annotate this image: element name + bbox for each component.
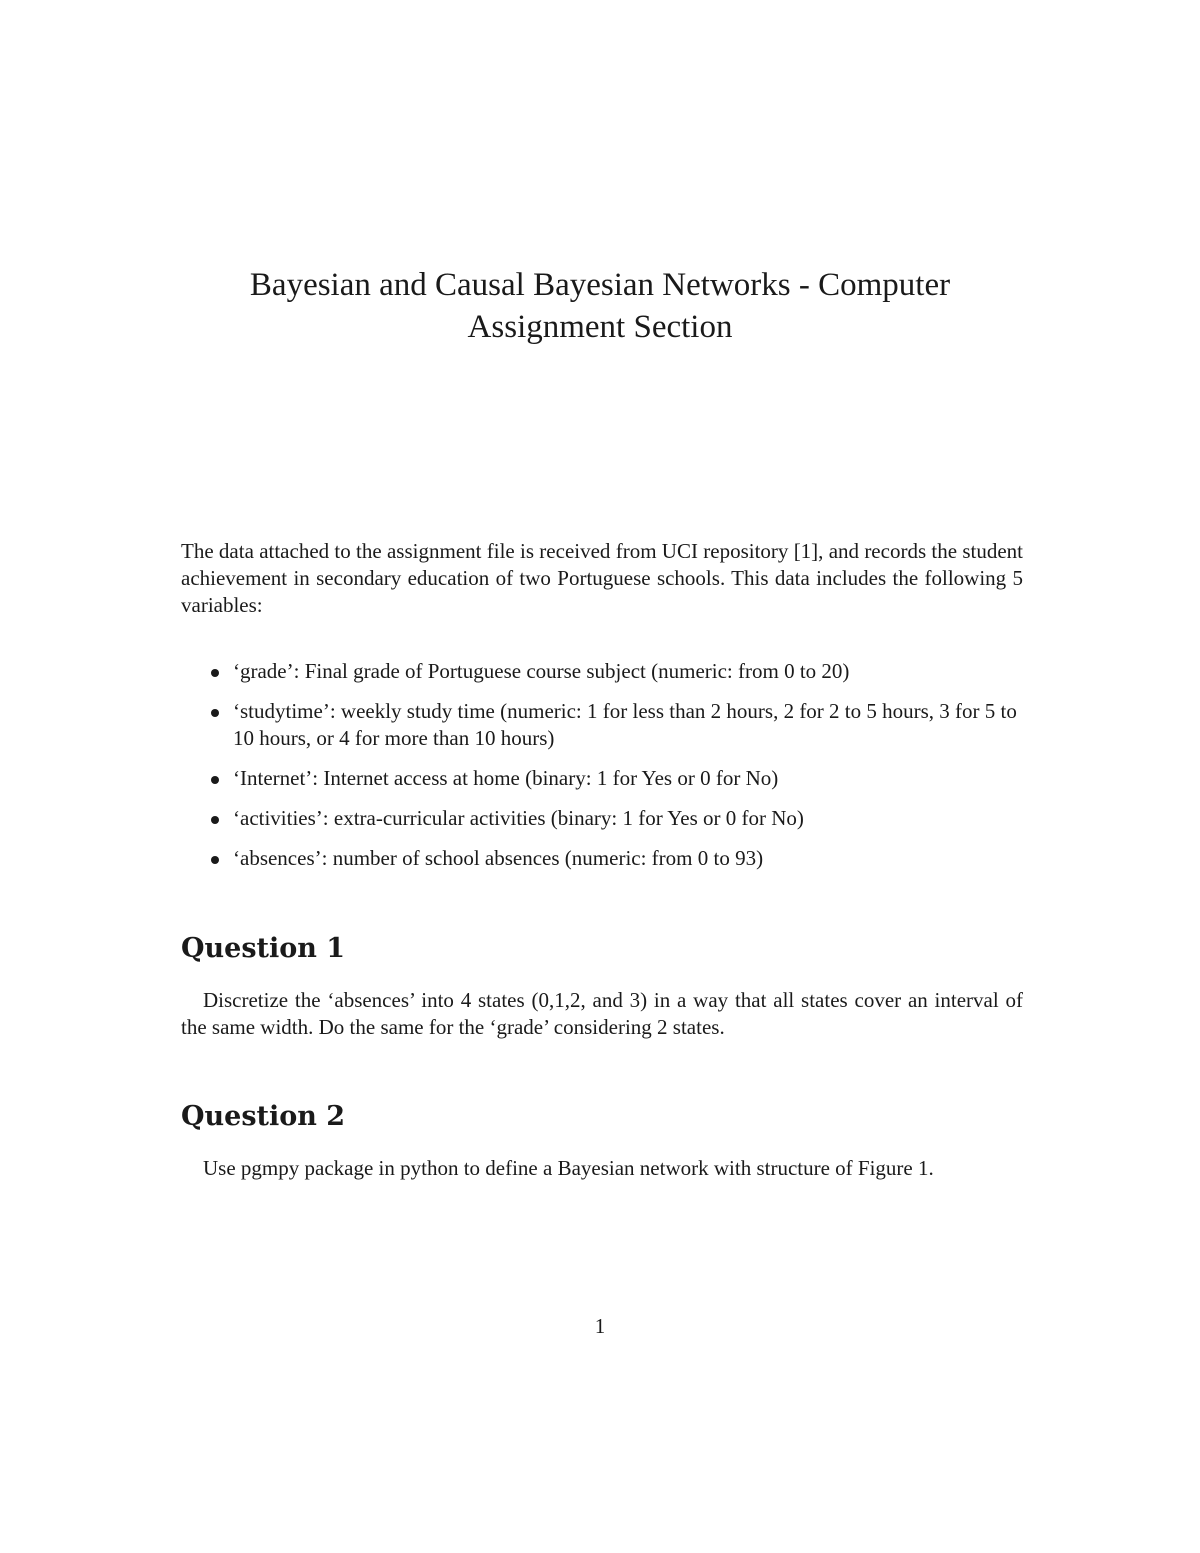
list-item: [181, 845, 1023, 872]
bullet-icon: [211, 856, 219, 864]
list-item: [181, 805, 1023, 832]
bullet-icon: [211, 776, 219, 784]
list-item: [181, 765, 1023, 792]
list-item: [181, 698, 1023, 752]
title-line-2: Assignment Section: [467, 309, 733, 345]
question-1-heading: Question 1: [181, 933, 346, 964]
variable-studytime: ‘studytime’: weekly study time (numeric: 1 for less than 2 hours, 2 for 2 to 5 hours, 3 for 5 to 10 hours, or 4 for more than 10 hours): [233, 699, 1017, 750]
variable-list: [181, 658, 1023, 885]
intro-paragraph: The data attached to the assignment file is received from UCI repository [1], and records the student achievement in secondary education of two Portuguese schools. This data includes the following 5 variables:: [181, 539, 1023, 617]
bullet-icon: [211, 669, 219, 677]
question-1-text: Discretize the ‘absences’ into 4 states (0,1,2, and 3) in a way that all states cover an interval of the same width. Do the same for the ‘grade’ considering 2 states.: [181, 988, 1023, 1039]
variable-internet: ‘Internet’: Internet access at home (binary: 1 for Yes or 0 for No): [233, 766, 779, 790]
document-title: [120, 264, 1080, 348]
list-item: [181, 658, 1023, 685]
variable-activities: ‘activities’: extra-curricular activities (binary: 1 for Yes or 0 for No): [233, 806, 804, 830]
title-line-1: Bayesian and Causal Bayesian Networks - Computer: [249, 267, 951, 303]
question-2-heading: Question 2: [181, 1101, 346, 1132]
variable-grade: ‘grade’: Final grade of Portuguese course subject (numeric: from 0 to 20): [233, 659, 850, 683]
bullet-icon: [211, 709, 219, 717]
variable-absences: ‘absences’: number of school absences (numeric: from 0 to 93): [233, 846, 764, 870]
bullet-icon: [211, 816, 219, 824]
question-2-text: Use pgmpy package in python to define a Bayesian network with structure of Figure 1.: [203, 1156, 934, 1180]
page-number: 1: [594, 1314, 606, 1338]
